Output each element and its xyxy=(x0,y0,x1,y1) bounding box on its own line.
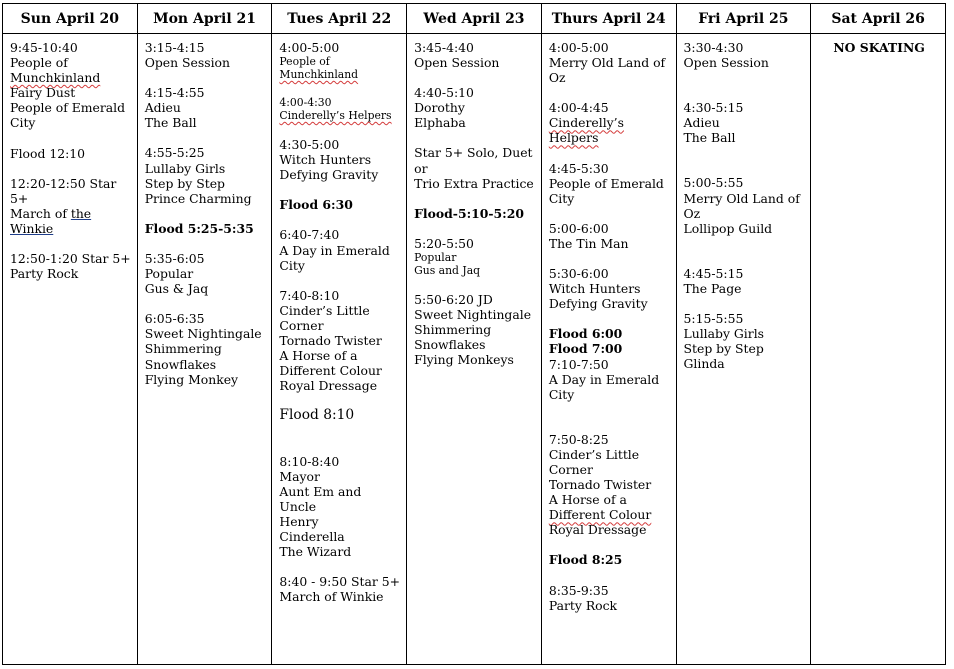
schedule-block xyxy=(414,40,536,70)
schedule-block xyxy=(414,292,536,367)
schedule-line: 8:40 - 9:50 Star 5+ xyxy=(279,574,401,590)
schedule-line: 6:05-6:35 xyxy=(144,311,205,327)
schedule-line: City xyxy=(279,257,305,273)
schedule-line: Popular xyxy=(414,250,457,264)
schedule-line: 5:30-6:00 xyxy=(548,266,609,282)
schedule-line: 7:50-8:25 xyxy=(548,431,609,447)
schedule-block xyxy=(10,176,132,236)
schedule-line: the Winkie xyxy=(10,205,92,236)
schedule-block xyxy=(10,146,132,161)
schedule-line: Snowflakes xyxy=(414,337,486,353)
schedule-line: Flying Monkey xyxy=(144,371,239,387)
schedule-line: Open Session xyxy=(683,55,769,71)
schedule-block xyxy=(145,40,267,70)
schedule-line: Oz xyxy=(548,70,566,86)
schedule-line: 4:00-4:45 xyxy=(548,100,609,116)
schedule-line: 4:45-5:15 xyxy=(683,265,744,281)
schedule-line: 12:50-1:20 Star 5+ xyxy=(10,251,131,267)
schedule-line: Cinderella xyxy=(279,528,345,544)
schedule-block xyxy=(414,85,536,130)
schedule-line: 5:00-6:00 xyxy=(548,220,609,236)
schedule-line: 3:45-4:40 xyxy=(414,40,474,55)
day-cell-fri xyxy=(676,34,811,665)
schedule-line: Munchkinland xyxy=(10,70,101,86)
schedule-line: 5:20-5:50 xyxy=(414,235,474,251)
schedule-line: The Wizard xyxy=(279,544,352,560)
schedule-line: 12:20-12:50 Star 5+ xyxy=(10,175,117,206)
schedule-block xyxy=(10,40,132,131)
schedule-line: 4:00-5:00 xyxy=(548,40,609,55)
schedule-block xyxy=(549,266,671,311)
schedule-line: 9:45-10:40 xyxy=(10,40,78,55)
schedule-block xyxy=(279,408,401,423)
schedule-line: Sweet Nightingale xyxy=(144,326,262,342)
schedule-line: Flying Monkeys xyxy=(414,352,514,368)
schedule-line: 4:40-5:10 xyxy=(414,85,474,101)
schedule-line: Adieu xyxy=(144,100,181,116)
schedule-line: Star 5+ Solo, Duet or xyxy=(414,145,533,176)
schedule-line: Corner xyxy=(548,461,593,477)
schedule-block xyxy=(684,100,806,145)
schedule-block xyxy=(549,221,671,251)
header-row xyxy=(3,4,946,34)
schedule-line: 4:55-5:25 xyxy=(144,145,205,161)
schedule-block xyxy=(549,326,671,401)
schedule-block xyxy=(549,583,671,613)
schedule-block xyxy=(145,221,267,236)
schedule-line: Flood-5:10-5:20 xyxy=(414,205,524,221)
schedule-line: Witch Hunters xyxy=(279,152,372,168)
schedule-line: Tornado Twister xyxy=(548,477,652,493)
schedule-line: 6:40-7:40 xyxy=(279,227,340,243)
schedule-block xyxy=(549,40,671,85)
schedule-line: Flood 8:25 xyxy=(548,552,623,568)
schedule-line: A Day in Emerald xyxy=(279,242,390,258)
schedule-line: Munchkinland xyxy=(279,68,359,82)
day-cell-mon xyxy=(137,34,272,665)
schedule-block xyxy=(684,266,806,296)
schedule-block xyxy=(279,137,401,182)
schedule-block xyxy=(145,251,267,296)
day-header-tue: Tues April 22 xyxy=(272,4,407,34)
schedule-block xyxy=(145,85,267,130)
day-header-sun: Sun April 20 xyxy=(3,4,138,34)
day-cell-thu xyxy=(541,34,676,665)
schedule-line: 4:30-5:00 xyxy=(279,137,340,153)
day-header-sat: Sat April 26 xyxy=(811,4,946,34)
schedule-line: Different Colour xyxy=(279,363,382,379)
schedule-block xyxy=(414,206,536,221)
schedule-line: The Tin Man xyxy=(548,235,629,251)
schedule-line: Gus & Jaq xyxy=(144,281,209,297)
day-header-thu: Thurs April 24 xyxy=(541,4,676,34)
schedule-line: Party Rock xyxy=(548,597,618,613)
schedule-line: March of Winkie xyxy=(279,589,384,605)
day-cell-sun xyxy=(3,34,138,665)
schedule-line: Mayor xyxy=(279,468,320,484)
day-header-wed: Wed April 23 xyxy=(407,4,542,34)
schedule-row xyxy=(3,34,946,665)
schedule-block xyxy=(549,432,671,538)
schedule-line: Dorothy xyxy=(414,100,465,116)
schedule-line: 8:10-8:40 xyxy=(279,453,340,469)
schedule-block xyxy=(818,40,940,55)
schedule-line: Cinder’s Little xyxy=(279,302,370,318)
schedule-line: Popular xyxy=(144,266,194,282)
day-cell-wed xyxy=(407,34,542,665)
schedule-line: Defying Gravity xyxy=(279,167,379,183)
schedule-line: People of Emerald xyxy=(548,175,664,191)
schedule-line: Shimmering xyxy=(414,322,492,338)
schedule-line: Party Rock xyxy=(10,266,79,282)
schedule-line: 4:45-5:30 xyxy=(548,160,609,176)
schedule-line: Oz xyxy=(683,205,701,221)
schedule-line: 7:10-7:50 xyxy=(548,356,609,372)
schedule-line: Flood 6:30 xyxy=(279,197,353,213)
schedule-line: Flood 12:10 xyxy=(10,145,86,161)
schedule-block xyxy=(279,96,401,122)
schedule-line: Flood 8:10 xyxy=(279,407,355,424)
schedule-line: A Horse of a xyxy=(279,348,358,364)
schedule-line: Royal Dressage xyxy=(279,378,378,394)
schedule-line: Tornado Twister xyxy=(279,333,382,349)
schedule-line: Lullaby Girls xyxy=(144,160,226,176)
schedule-line: City xyxy=(10,115,36,131)
day-cell-sat xyxy=(811,34,946,665)
schedule-line: 4:00-5:00 xyxy=(279,40,340,55)
schedule-line: Flood 7:00 xyxy=(548,341,623,357)
schedule-line: 5:00-5:55 xyxy=(683,175,744,191)
schedule-line: Different Colour xyxy=(548,507,652,523)
schedule-block xyxy=(684,175,806,235)
schedule-line: Henry xyxy=(279,513,319,529)
schedule-block xyxy=(279,40,401,81)
schedule-line: Defying Gravity xyxy=(548,296,648,312)
schedule-line: Cinder’s Little xyxy=(548,446,640,462)
schedule-line: NO SKATING xyxy=(833,40,925,55)
schedule-line: Trio Extra Practice xyxy=(414,175,534,191)
schedule-line: Flood 5:25-5:35 xyxy=(144,220,254,236)
schedule-block xyxy=(549,100,671,145)
schedule-line: Corner xyxy=(279,317,324,333)
schedule-line: Fairy Dust xyxy=(10,85,76,101)
schedule-line: Gus and Jaq xyxy=(414,263,481,277)
schedule-line: 7:40-8:10 xyxy=(279,287,340,303)
schedule-block xyxy=(414,145,536,190)
schedule-line: City xyxy=(548,190,575,206)
schedule-block xyxy=(10,251,132,281)
schedule-table xyxy=(2,3,946,665)
schedule-line: Flood 6:00 xyxy=(548,326,623,342)
day-header-fri: Fri April 25 xyxy=(676,4,811,34)
schedule-line: Open Session xyxy=(414,55,500,71)
schedule-line: 3:15-4:15 xyxy=(144,40,205,55)
schedule-block xyxy=(279,454,401,560)
schedule-line: 4:00-4:30 xyxy=(279,96,332,110)
schedule-line: People of Emerald xyxy=(10,100,126,116)
schedule-line: Sweet Nightingale xyxy=(414,307,532,323)
schedule-line: Merry Old Land of xyxy=(683,190,800,206)
schedule-line: A Horse of a xyxy=(548,492,627,508)
schedule-block xyxy=(279,227,401,272)
schedule-line: City xyxy=(548,386,575,402)
schedule-line: Aunt Em and Uncle xyxy=(279,483,362,514)
day-cell-tue xyxy=(272,34,407,665)
schedule-line: 8:35-9:35 xyxy=(548,582,609,598)
schedule-line: The Ball xyxy=(683,130,736,146)
schedule-line: Prince Charming xyxy=(144,190,252,206)
schedule-block xyxy=(549,161,671,206)
schedule-block xyxy=(684,311,806,371)
schedule-line: Royal Dressage xyxy=(548,522,647,538)
schedule-line: Witch Hunters xyxy=(548,281,641,297)
schedule-line: Merry Old Land of xyxy=(548,55,666,71)
schedule-block xyxy=(414,236,536,277)
schedule-line: Cinderelly’s Helpers xyxy=(279,109,392,123)
schedule-line: Open Session xyxy=(144,55,230,71)
schedule-line: 5:35-6:05 xyxy=(144,250,205,266)
schedule-line: 5:50-6:20 JD xyxy=(414,291,493,307)
day-header-mon: Mon April 21 xyxy=(137,4,272,34)
schedule-line: Snowflakes xyxy=(144,356,217,372)
schedule-line: Glinda xyxy=(683,356,725,372)
schedule-line: Step by Step xyxy=(683,341,764,357)
schedule-line: Shimmering xyxy=(144,341,222,357)
schedule-block xyxy=(279,197,401,212)
schedule-line: 5:15-5:55 xyxy=(683,311,744,327)
schedule-block xyxy=(145,145,267,205)
schedule-block xyxy=(279,288,401,394)
schedule-block xyxy=(145,311,267,386)
schedule-line: 3:30-4:30 xyxy=(683,40,744,55)
schedule-line: Step by Step xyxy=(144,175,225,191)
schedule-line: Cinderelly’s Helpers xyxy=(548,115,624,146)
schedule-line: A Day in Emerald xyxy=(548,371,660,387)
schedule-line: Lullaby Girls xyxy=(683,326,765,342)
schedule-line: Adieu xyxy=(683,115,720,131)
schedule-line: March of xyxy=(10,205,71,221)
schedule-line: Elphaba xyxy=(414,115,466,131)
schedule-block xyxy=(684,40,806,70)
schedule-block xyxy=(549,552,671,567)
schedule-line: The Page xyxy=(683,280,742,296)
schedule-line: The Ball xyxy=(144,115,197,131)
schedule-block xyxy=(279,574,401,604)
schedule-line: People of xyxy=(279,55,330,69)
schedule-line: People of xyxy=(10,55,68,71)
schedule-line: 4:15-4:55 xyxy=(144,85,205,101)
schedule-line: Lollipop Guild xyxy=(683,220,773,236)
schedule-line: 4:30-5:15 xyxy=(683,100,744,116)
